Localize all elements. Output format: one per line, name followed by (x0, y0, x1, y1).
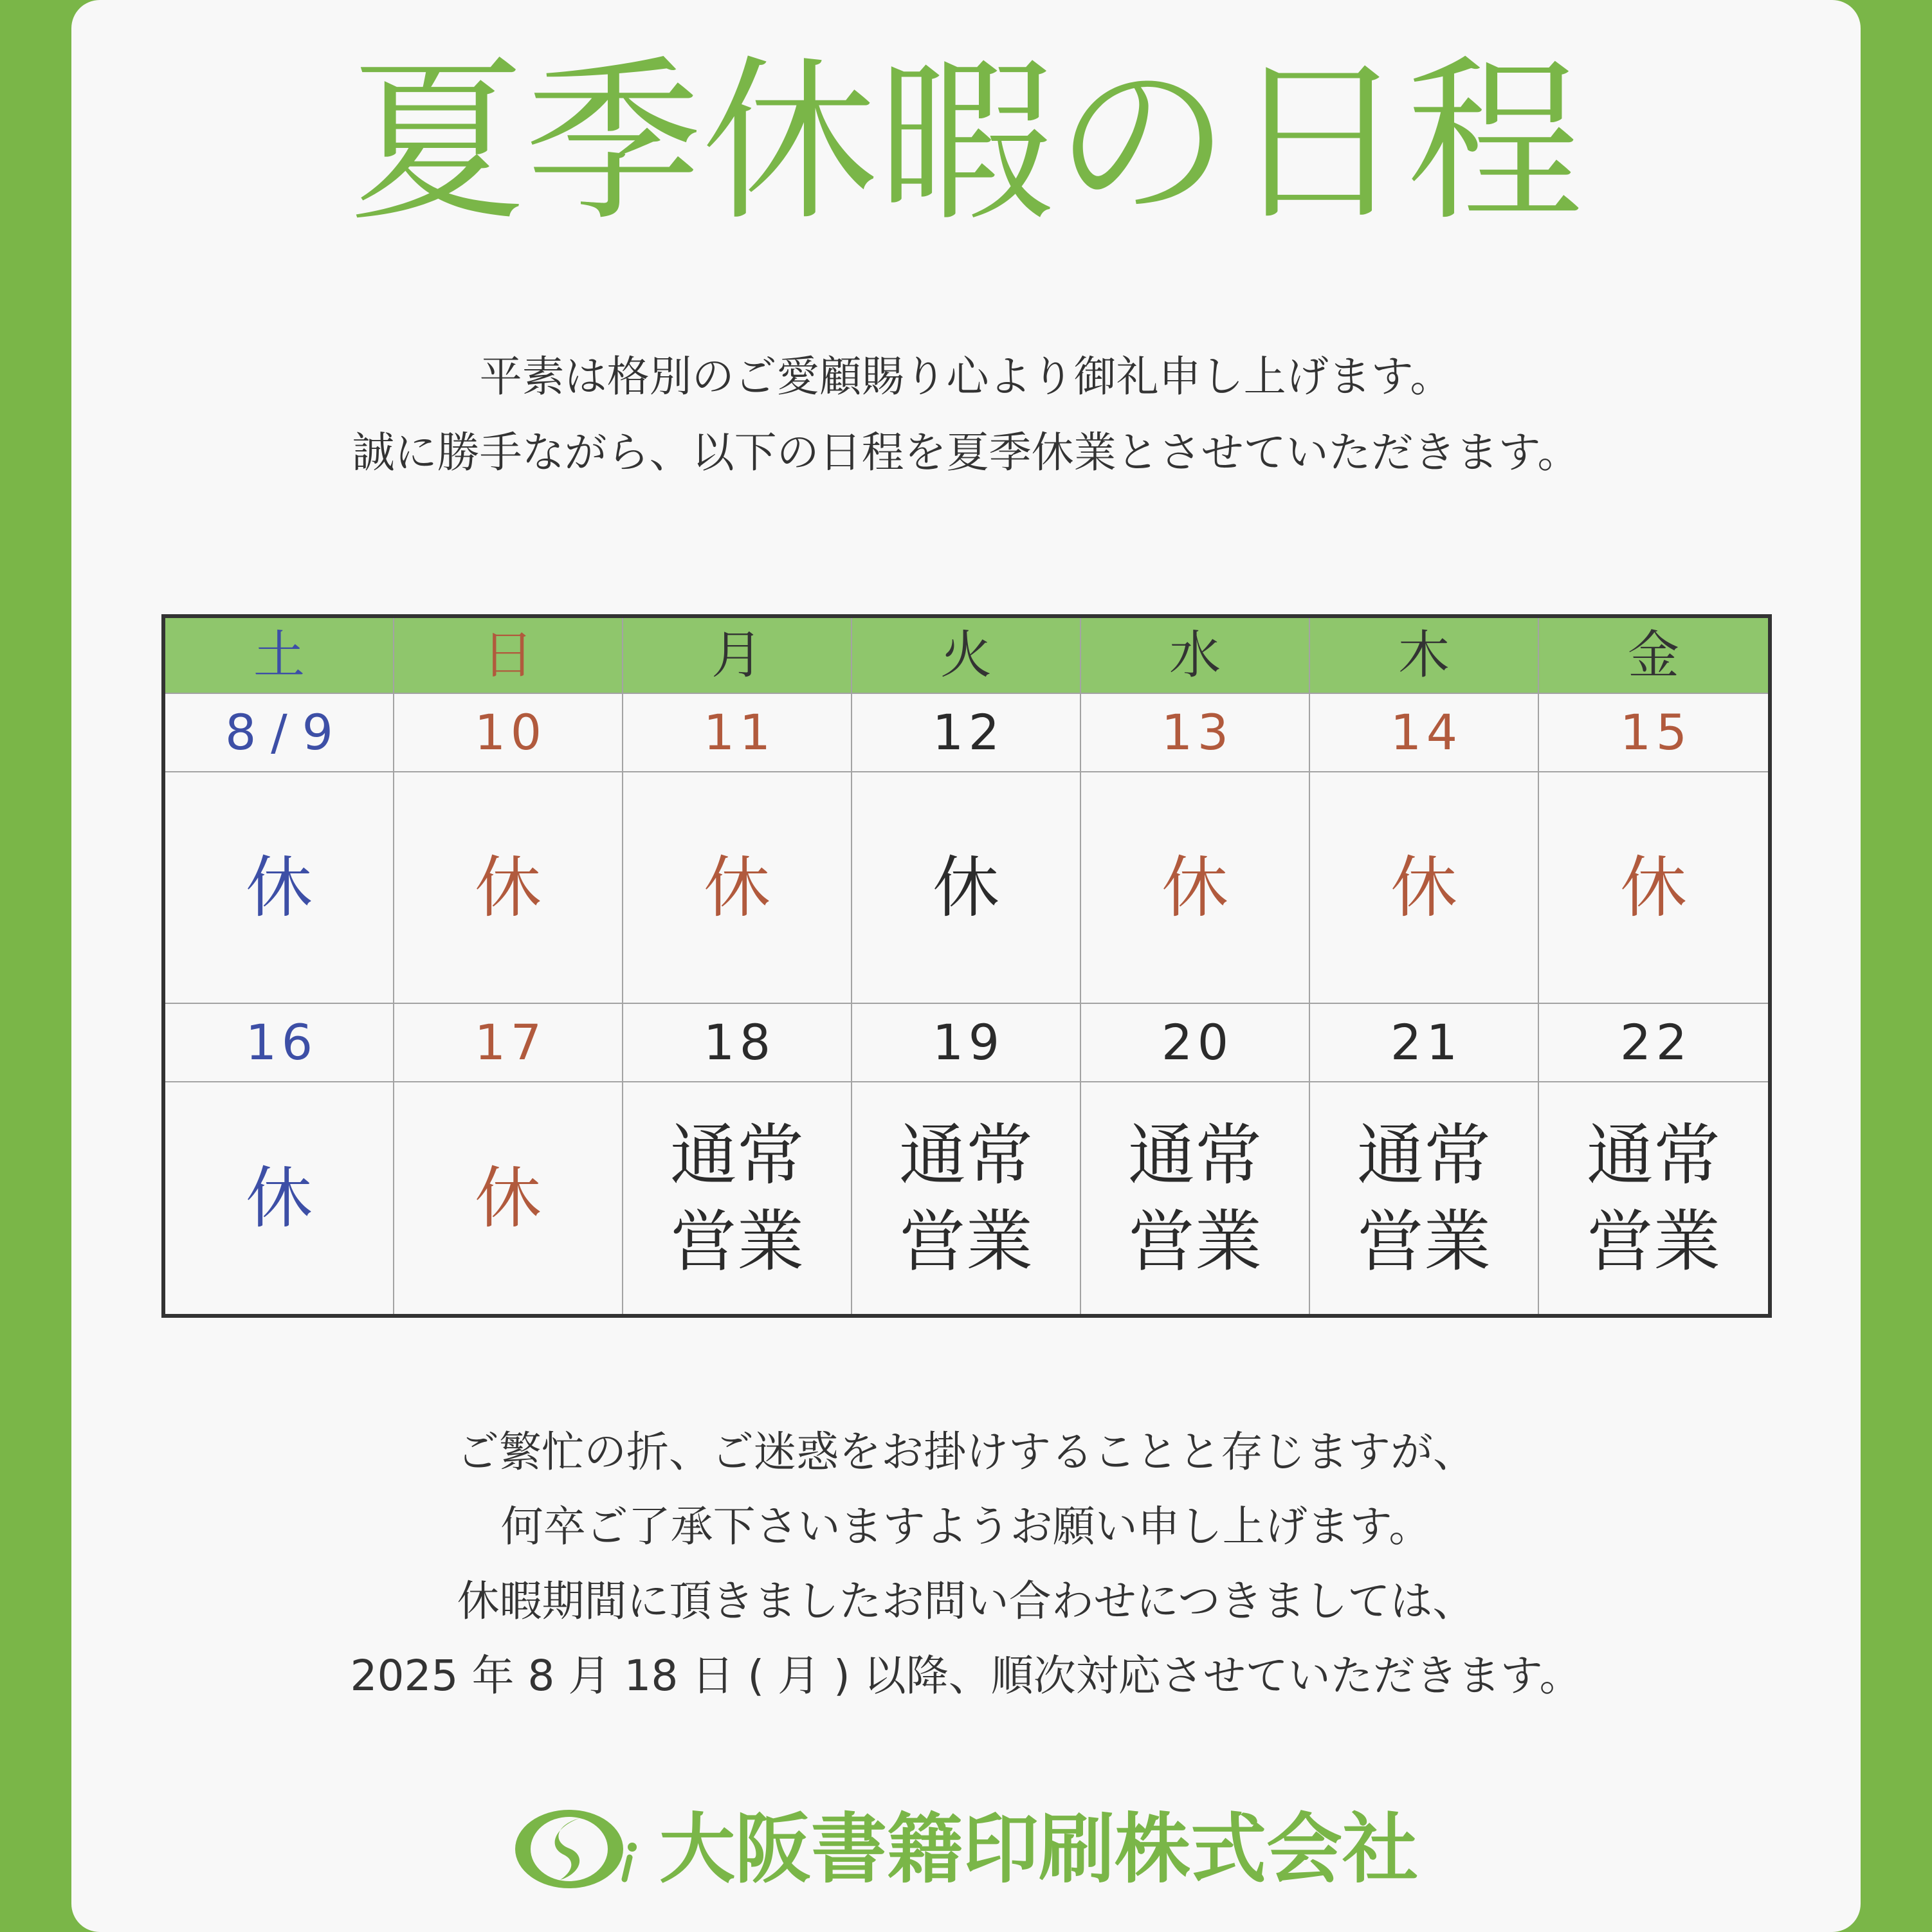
date-cell (394, 694, 623, 772)
date-label: 19 (932, 1014, 1005, 1071)
date-cell (623, 694, 852, 772)
status-cell (1539, 1082, 1768, 1314)
date-label: 18 (703, 1014, 776, 1071)
date-cell (1539, 694, 1768, 772)
weekday-header-cell (1539, 618, 1768, 694)
status-label: 営業 (1127, 1202, 1262, 1280)
date-cell (165, 694, 394, 772)
status-label: 休 (1619, 848, 1687, 927)
status-cell (1310, 1082, 1539, 1314)
date-label: 20 (1161, 1014, 1234, 1071)
status-label: 営業 (670, 1202, 804, 1280)
status-label: 営業 (1586, 1202, 1720, 1280)
status-cell (852, 772, 1081, 1004)
date-cell (394, 1004, 623, 1082)
closing-line: 何卒ご了承下さいますようお願い申し上げます。 (500, 1502, 1432, 1551)
closing-line: ご繁忙の折、ご迷惑をお掛けすることと存じますが、 (457, 1427, 1475, 1477)
status-label: 通常 (898, 1116, 1033, 1194)
intro-text (0, 339, 1932, 491)
company-logo-icon (514, 1809, 640, 1890)
status-label: 休 (932, 848, 999, 927)
date-cell (1081, 1004, 1310, 1082)
intro-line: 誠に勝手ながら、以下の日程を夏季休業とさせていただきます。 (352, 428, 1580, 477)
weekday-label: 水 (1169, 625, 1221, 685)
weekday-header-cell (394, 618, 623, 694)
status-label: 休 (474, 848, 542, 927)
date-label: 11 (703, 704, 776, 761)
weekday-label: 日 (482, 625, 534, 685)
date-label: 15 (1619, 704, 1692, 761)
date-cell (623, 1004, 852, 1082)
date-label: 21 (1390, 1014, 1463, 1071)
date-label: 22 (1619, 1014, 1692, 1071)
date-label: 17 (474, 1014, 547, 1071)
status-cell (1081, 1082, 1310, 1314)
status-cell (165, 1082, 394, 1314)
date-label: 16 (245, 1014, 318, 1071)
status-cell (1081, 772, 1310, 1004)
status-cell (623, 1082, 852, 1314)
status-label: 休 (245, 848, 313, 927)
status-cell (852, 1082, 1081, 1314)
weekday-label: 木 (1398, 625, 1450, 685)
status-label: 通常 (1356, 1116, 1491, 1194)
status-cell (394, 1082, 623, 1314)
weekday-label: 金 (1628, 625, 1679, 685)
date-label: 10 (474, 704, 547, 761)
closing-line: 休暇期間に頂きましたお問い合わせにつきましては、 (457, 1576, 1475, 1626)
date-label: 12 (932, 704, 1005, 761)
page-title: 夏季休暇の日程 (349, 40, 1583, 245)
weekday-label: 月 (711, 625, 763, 685)
schedule-table (161, 614, 1772, 1318)
status-label: 通常 (1127, 1116, 1262, 1194)
date-cell (165, 1004, 394, 1082)
status-label: 休 (245, 1159, 313, 1237)
status-label: 営業 (1356, 1202, 1491, 1280)
weekday-header-cell (1081, 618, 1310, 694)
company-footer (0, 1805, 1932, 1893)
weekday-label: 土 (253, 625, 305, 685)
status-label: 休 (1390, 848, 1457, 927)
status-cell (1310, 772, 1539, 1004)
intro-line: 平素は格別のご愛顧賜り心より御礼申し上げます。 (479, 352, 1453, 401)
status-label: 営業 (898, 1202, 1033, 1280)
status-label: 休 (474, 1159, 542, 1237)
status-cell (394, 772, 623, 1004)
date-cell (1539, 1004, 1768, 1082)
status-label: 通常 (1586, 1116, 1720, 1194)
status-label: 休 (703, 848, 770, 927)
date-cell (1310, 694, 1539, 772)
date-cell (852, 1004, 1081, 1082)
closing-line: 2025 年 8 月 18 日 ( 月 ) 以降、順次対応させていただきます。 (350, 1651, 1582, 1700)
status-cell (623, 772, 852, 1004)
status-label: 休 (1161, 848, 1228, 927)
date-label: 13 (1161, 704, 1234, 761)
date-cell (1081, 694, 1310, 772)
company-name: 大阪書籍印刷株式会社 (659, 1805, 1418, 1893)
closing-text (0, 1415, 1932, 1713)
weekday-header-cell (623, 618, 852, 694)
date-cell (852, 694, 1081, 772)
date-label: 8/9 (225, 704, 348, 761)
status-cell (1539, 772, 1768, 1004)
weekday-header-cell (1310, 618, 1539, 694)
status-cell (165, 772, 394, 1004)
date-label: 14 (1390, 704, 1463, 761)
status-label: 通常 (670, 1116, 804, 1194)
weekday-header-cell (165, 618, 394, 694)
weekday-header-cell (852, 618, 1081, 694)
weekday-label: 火 (940, 625, 992, 685)
date-cell (1310, 1004, 1539, 1082)
